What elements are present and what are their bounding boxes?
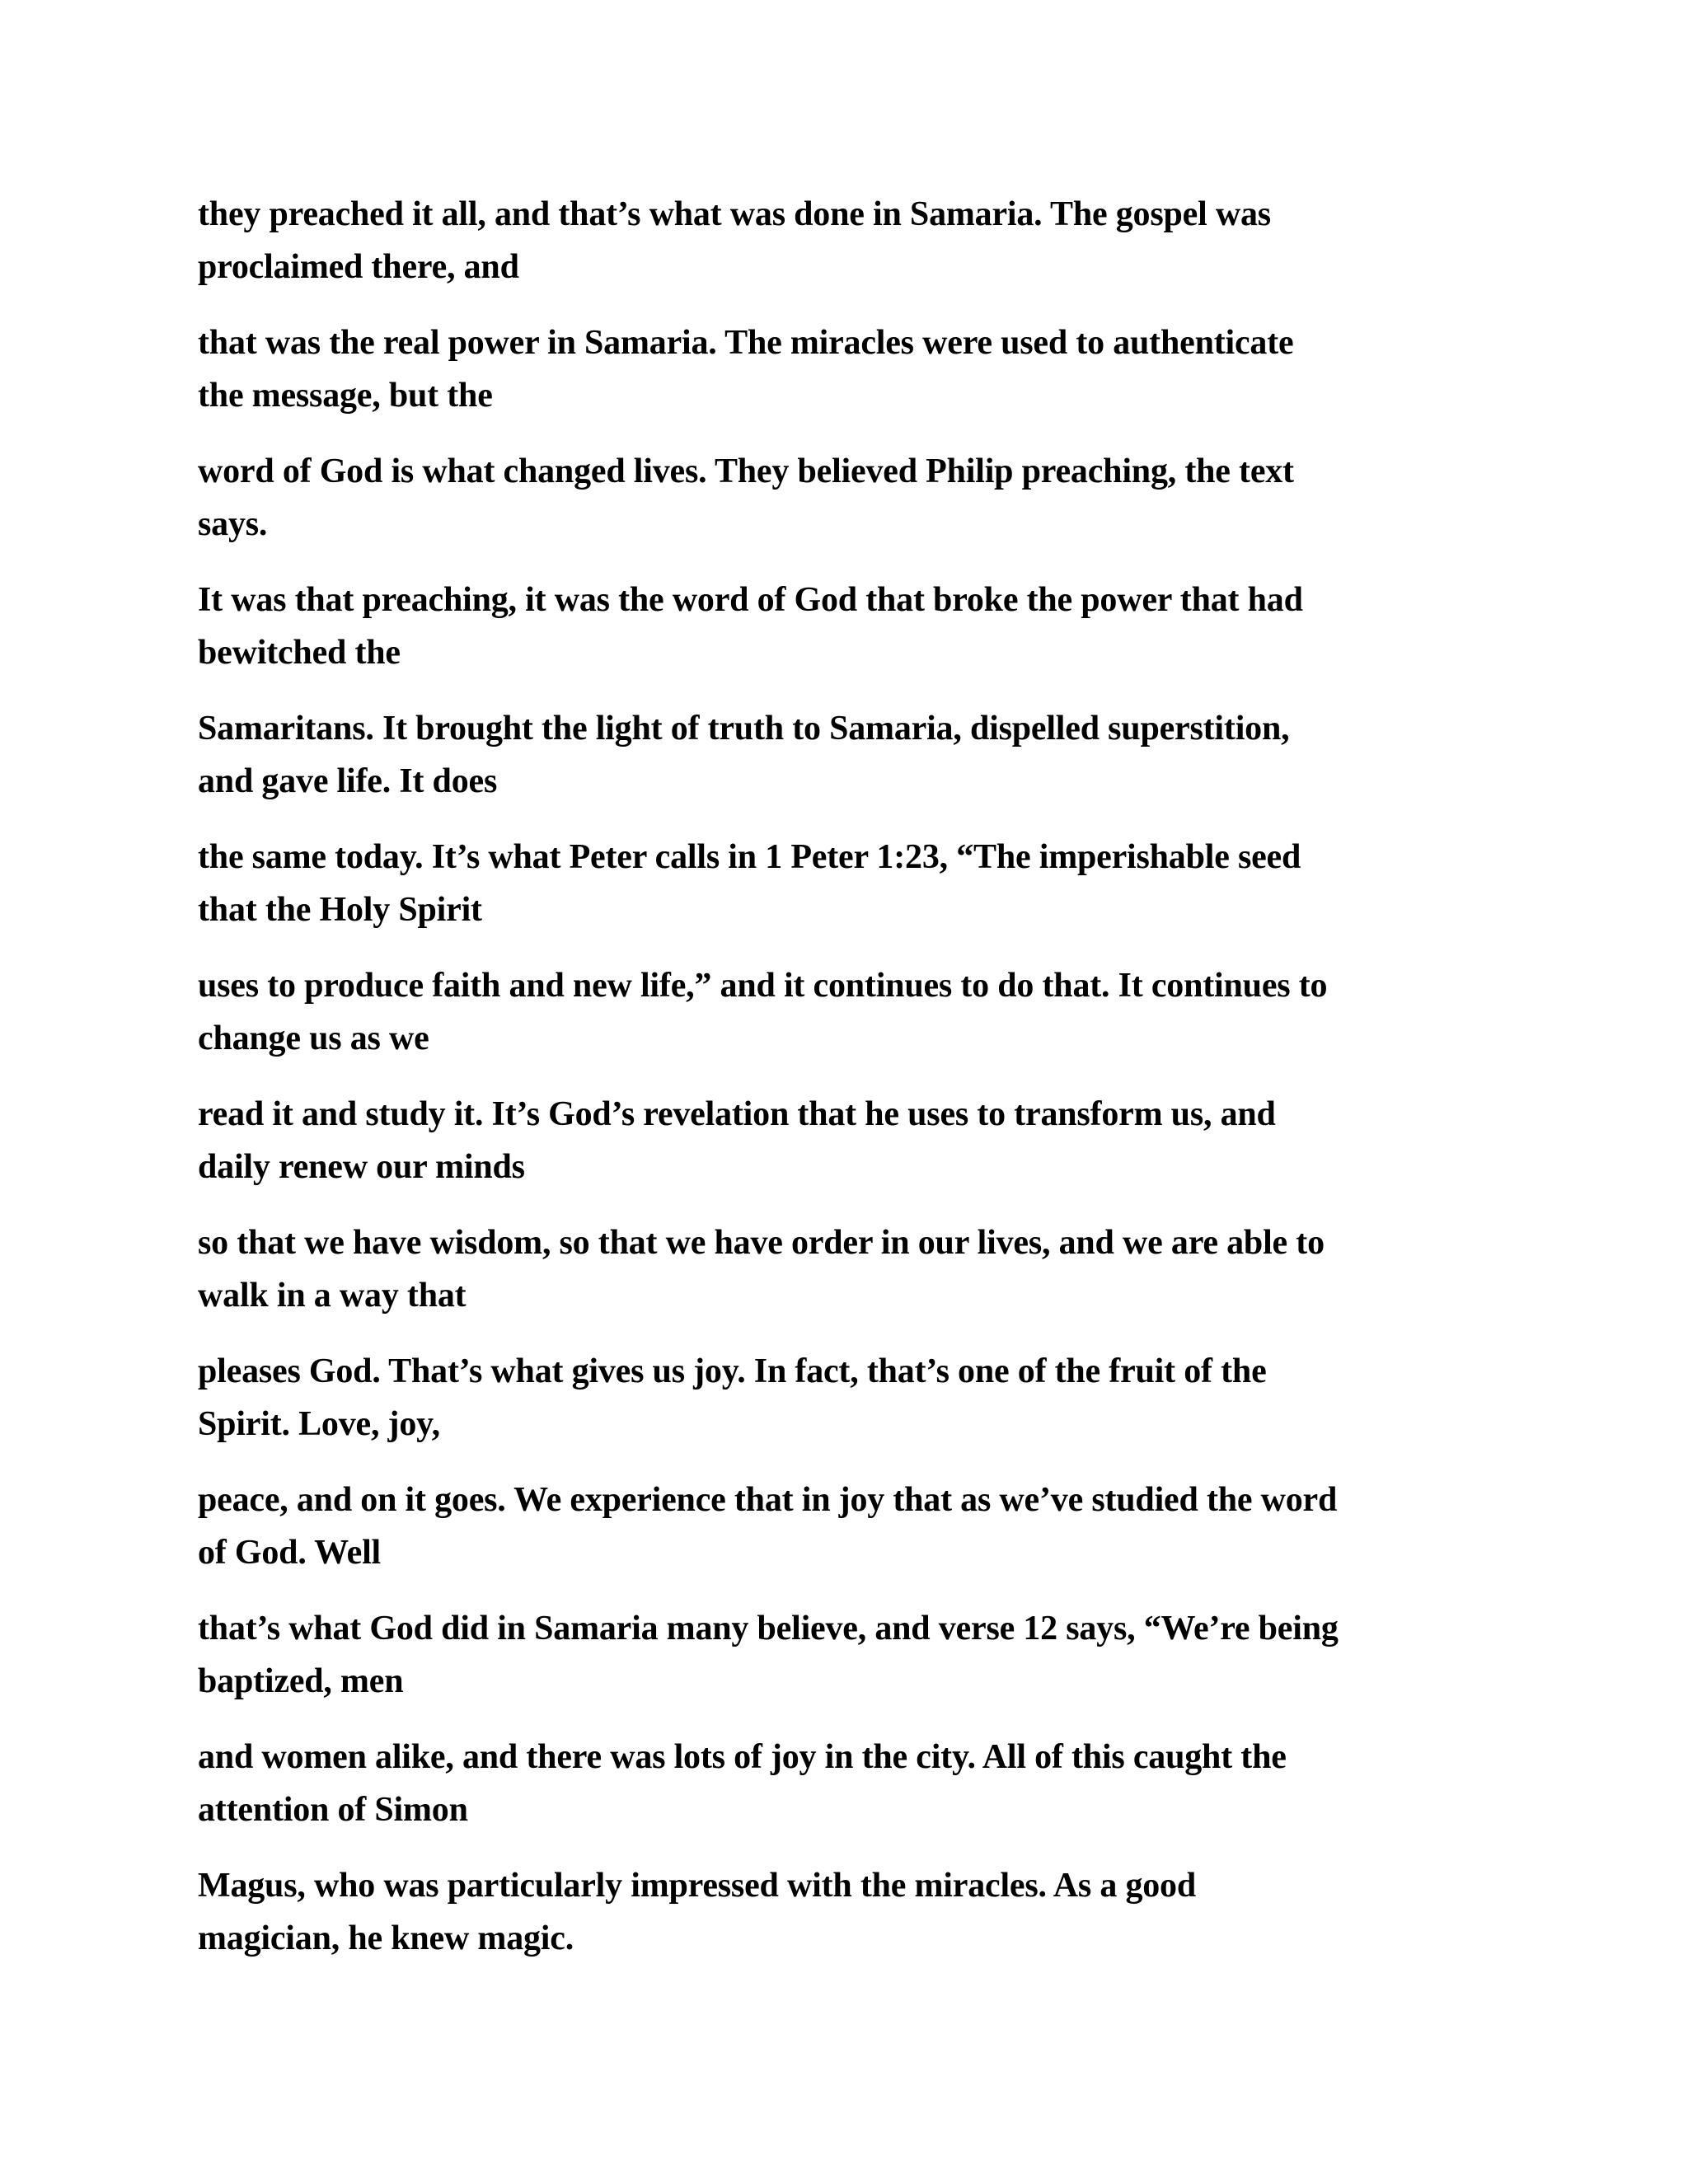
- text-line: that’s what God did in Samaria many believe, and verse 12 says, “We’re being: [198, 1610, 1339, 1647]
- text-line: Magus, who was particularly impressed with the miracles. As a good: [198, 1867, 1197, 1905]
- paragraph: [198, 702, 1500, 808]
- text-line: word of God is what changed lives. They believed Philip preaching, the text: [198, 452, 1294, 490]
- paragraph: [198, 316, 1500, 422]
- text-line: read it and study it. It’s God’s revelation that he uses to transform us, and: [198, 1095, 1276, 1133]
- text-line: the message, but the: [198, 377, 493, 415]
- paragraph: [198, 1859, 1500, 1965]
- text-line: they preached it all, and that’s what was done in Samaria. The gospel was: [198, 195, 1271, 233]
- text-line: attention of Simon: [198, 1791, 468, 1829]
- text-line: bewitched the: [198, 634, 401, 672]
- text-line: so that we have wisdom, so that we have order in our lives, and we are able to: [198, 1224, 1325, 1262]
- text-line: the same today. It’s what Peter calls in 1 Peter 1:23, “The imperishable seed: [198, 838, 1301, 876]
- paragraph: [198, 188, 1500, 293]
- paragraph: [198, 1345, 1500, 1451]
- paragraph: [198, 445, 1500, 551]
- body-text: [198, 188, 1500, 1988]
- text-line: and women alike, and there was lots of joy in the city. All of this caught the: [198, 1738, 1287, 1776]
- text-line: that the Holy Spirit: [198, 891, 482, 929]
- text-line: peace, and on it goes. We experience that in joy that as we’ve studied the word: [198, 1481, 1338, 1519]
- text-line: walk in a way that: [198, 1277, 467, 1315]
- text-line: change us as we: [198, 1019, 429, 1057]
- text-line: says.: [198, 505, 268, 543]
- text-line: Samaritans. It brought the light of truth to Samaria, dispelled superstition,: [198, 710, 1290, 748]
- paragraph: [198, 1088, 1500, 1193]
- text-line: magician, he knew magic.: [198, 1919, 574, 1957]
- text-line: baptized, men: [198, 1662, 404, 1700]
- text-line: and gave life. It does: [198, 762, 498, 800]
- text-line: proclaimed there, and: [198, 248, 519, 286]
- paragraph: [198, 574, 1500, 679]
- paragraph: [198, 1602, 1500, 1708]
- text-line: Spirit. Love, joy,: [198, 1405, 440, 1443]
- paragraph: [198, 1474, 1500, 1579]
- paragraph: [198, 1216, 1500, 1322]
- text-line: pleases God. That’s what gives us joy. In fact, that’s one of the fruit of the: [198, 1352, 1267, 1390]
- text-line: daily renew our minds: [198, 1148, 525, 1186]
- text-line: It was that preaching, it was the word of God that broke the power that had: [198, 581, 1303, 619]
- text-line: uses to produce faith and new life,” and it continues to do that. It continues to: [198, 967, 1328, 1005]
- paragraph: [198, 1731, 1500, 1836]
- paragraph: [198, 831, 1500, 936]
- paragraph: [198, 959, 1500, 1065]
- text-line: that was the real power in Samaria. The miracles were used to authenticate: [198, 324, 1294, 362]
- text-line: of God. Well: [198, 1534, 382, 1572]
